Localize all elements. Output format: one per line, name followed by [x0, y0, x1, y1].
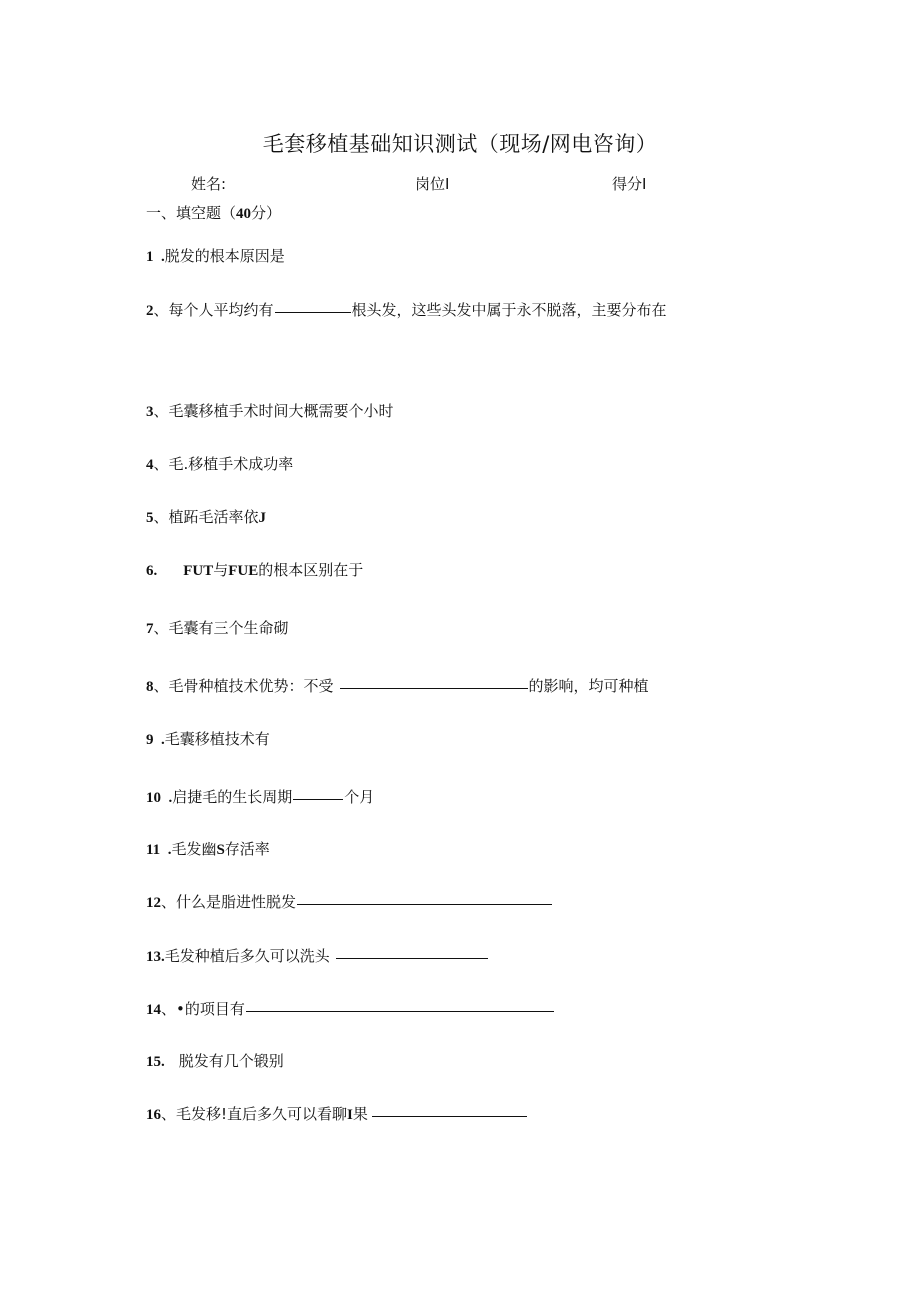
- question-number: 14: [146, 1002, 161, 1018]
- question-separator: .: [161, 949, 165, 965]
- section-suffix: 分）: [251, 204, 282, 222]
- score-field-label: 得分I: [612, 175, 647, 193]
- position-field-label: 岗位I: [415, 175, 450, 193]
- question-3: [146, 400, 394, 421]
- question-1: [146, 245, 285, 266]
- question-6: [146, 559, 363, 580]
- answer-blank[interactable]: [336, 957, 488, 959]
- question-number: 15: [146, 1054, 161, 1070]
- question-text: 毛发种植后多久可以洗头: [164, 947, 330, 965]
- question-4: [146, 453, 293, 474]
- question-text-mid: S: [216, 842, 225, 858]
- question-text-after: 根头发，这些头发中属于永不脱落，主要分布在: [351, 301, 667, 319]
- question-text: 每个人平均约有: [168, 301, 274, 319]
- question-number: 12: [146, 895, 161, 911]
- question-text-mid: I: [347, 1107, 353, 1123]
- answer-blank[interactable]: [372, 1115, 527, 1117]
- question-number: 7: [146, 621, 154, 637]
- question-number: 16: [146, 1107, 161, 1123]
- question-9: [146, 728, 270, 749]
- section-heading: [146, 202, 281, 223]
- question-text: 毛囊有三个生命砌: [168, 619, 289, 637]
- question-text-after: 的影响，均可种植: [528, 677, 649, 695]
- question-2: [146, 299, 667, 320]
- question-text: 的项目有: [184, 1000, 245, 1018]
- question-separator: .: [161, 1054, 165, 1070]
- question-13: [146, 945, 489, 966]
- question-number: 5: [146, 510, 154, 526]
- question-text-after: 存活率: [224, 840, 270, 858]
- question-text: 脱发的根本原因是: [164, 247, 285, 265]
- term-fut: FUT: [183, 563, 214, 579]
- question-separator: .: [160, 842, 172, 858]
- question-number: 4: [146, 457, 154, 473]
- question-separator: .: [161, 790, 173, 806]
- question-text: 毛.移植手术成功率: [168, 455, 294, 473]
- question-text: 毛囊移植手术时间大概需要个小时: [168, 402, 394, 420]
- question-text: 毛发移!直后多久可以看聊: [176, 1105, 348, 1123]
- section-points: 40: [236, 206, 252, 222]
- page-title: 毛套移植基础知识测试（现场/网电咨询）: [262, 132, 658, 156]
- question-14: [146, 998, 555, 1019]
- question-text-mid: 与: [213, 561, 229, 579]
- question-text-tail: J: [258, 510, 267, 526]
- name-field-label: 姓名:: [191, 175, 227, 193]
- question-number: 3: [146, 404, 154, 420]
- question-number: 1: [146, 249, 154, 265]
- question-text: 启捷毛的生长周期: [172, 788, 293, 806]
- question-7: [146, 617, 289, 638]
- question-separator: 、: [153, 508, 169, 526]
- question-text: 毛骨种植技术优势：不受: [168, 677, 334, 695]
- answer-blank[interactable]: [275, 311, 351, 313]
- question-text: 植跖毛活率依: [168, 508, 259, 526]
- question-15: [146, 1050, 284, 1071]
- answer-blank[interactable]: [297, 903, 552, 905]
- question-16: [146, 1103, 528, 1124]
- question-text: 脱发有几个锻别: [178, 1052, 284, 1070]
- answer-blank[interactable]: [246, 1010, 554, 1012]
- question-8: [146, 675, 649, 696]
- question-separator: 、: [153, 402, 169, 420]
- question-separator: 、: [161, 1105, 177, 1123]
- question-11: [146, 838, 270, 859]
- question-separator: .: [153, 732, 165, 748]
- answer-blank[interactable]: [340, 687, 528, 689]
- question-number: 11: [146, 842, 161, 858]
- question-text: 的根本区别在于: [258, 561, 364, 579]
- question-separator: 、: [153, 455, 169, 473]
- question-separator: 、: [153, 677, 169, 695]
- question-12: [146, 891, 553, 912]
- question-text: 毛发幽: [171, 840, 217, 858]
- term-fue: FUE: [228, 563, 259, 579]
- question-separator: 、•: [161, 1000, 185, 1018]
- question-10: [146, 786, 374, 807]
- question-number: 8: [146, 679, 154, 695]
- question-text-after: 果: [352, 1105, 368, 1123]
- question-separator: .: [153, 249, 165, 265]
- question-5: [146, 506, 266, 527]
- question-number: 10: [146, 790, 161, 806]
- question-number: 9: [146, 732, 154, 748]
- answer-blank[interactable]: [293, 798, 343, 800]
- question-text: 什么是脂进性脱发: [176, 893, 297, 911]
- question-separator: 、: [161, 893, 177, 911]
- question-separator: 、: [153, 619, 169, 637]
- question-number: 2: [146, 303, 154, 319]
- question-text-after: 个月: [344, 788, 375, 806]
- question-separator: .: [153, 563, 158, 579]
- question-number: 13: [146, 949, 161, 965]
- question-text: 毛囊移植技术有: [164, 730, 270, 748]
- question-number: 6: [146, 563, 154, 579]
- question-separator: 、: [153, 301, 169, 319]
- section-prefix: 一、填空题（: [146, 204, 237, 222]
